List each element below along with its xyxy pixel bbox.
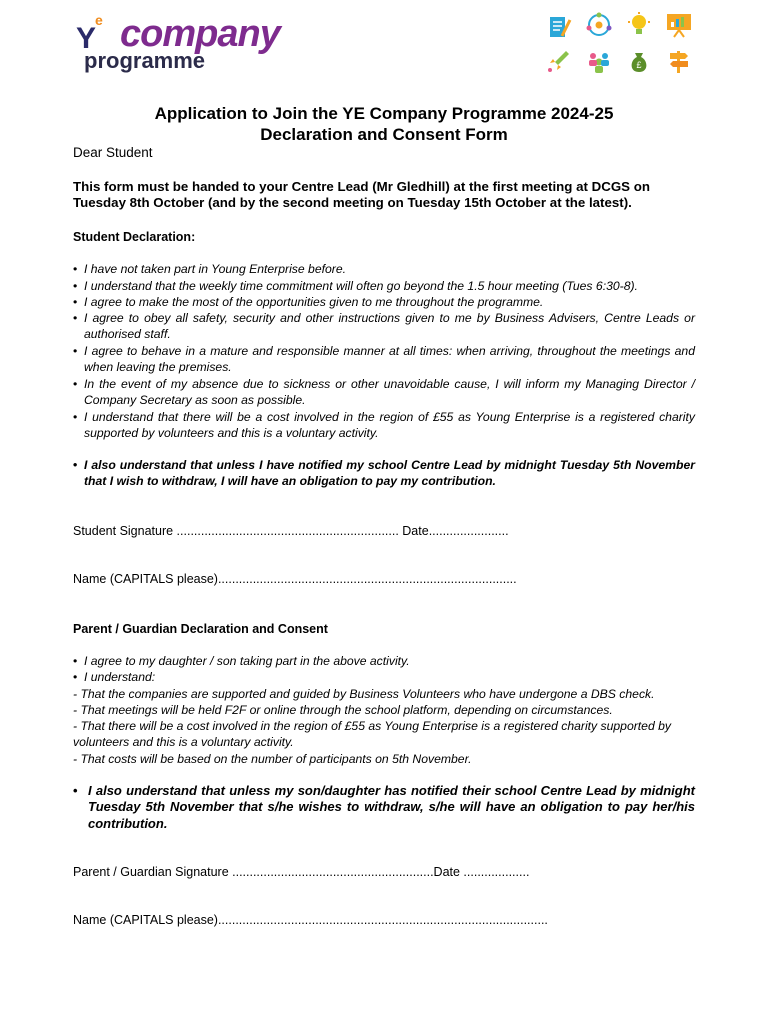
student-name-line[interactable]: Name (CAPITALS please)...................................................................................... — [73, 572, 517, 586]
student-bullet: • I agree to obey all safety, security and other instructions given to me by Business Advisers, Centre Leads or authorised staff. — [73, 311, 695, 342]
parent-bullet: • I understand: — [73, 670, 156, 684]
parent-understanding-item: - That there will be a cost involved in the region of £55 as Young Enterprise is a registered charity supported by volunteers and this is a voluntary activity. — [73, 719, 671, 750]
parent-bullet: • I agree to my daughter / son taking part in the above activity. — [73, 654, 410, 668]
parent-withdrawal-bullet: • I also understand that unless my son/daughter has notified their school Centre Lead by midnight Tuesday 5th November that s/he wishes to withdraw, s/he will have an obligation to pay her/his contribution. — [73, 783, 695, 831]
student-withdrawal-bullet: • I also understand that unless I have notified my school Centre Lead by midnight Tuesday 5th November that I wish to withdraw, I will have an obligation to pay my contribution. — [73, 458, 695, 489]
logo-company: company — [120, 13, 280, 55]
money-bag-icon — [626, 48, 652, 74]
student-bullet: • I understand that there will be a cost involved in the region of £55 as Young Enterprise is a registered charity supported by volunteers and this is a voluntary activity. — [73, 410, 695, 441]
student-bullet: • I agree to behave in a mature and responsible manner at all times: when arriving, throughout the meetings and when leaving the premises. — [73, 344, 695, 375]
parent-understanding-item: - That the companies are supported and guided by Business Volunteers who have undergone a DBS check. — [73, 687, 655, 701]
student-declaration-heading: Student Declaration: — [73, 230, 196, 244]
form-title: Application to Join the YE Company Programme 2024-25 — [154, 104, 614, 123]
logo-ye: $Y^e$ — [76, 12, 102, 55]
document-pencil-icon — [546, 14, 572, 40]
student-bullet: • I have not taken part in Young Enterprise before. — [73, 262, 346, 276]
ye-company-programme-logo — [74, 12, 280, 73]
student-bullet: • I understand that the weekly time commitment will often go beyond the 1.5 hour meeting (Tues 6:30-8). — [73, 279, 638, 293]
form-subtitle: Declaration and Consent Form — [260, 125, 508, 144]
logo-programme: programme — [84, 48, 206, 73]
lightbulb-icon — [626, 12, 652, 38]
presentation-chart-icon — [666, 12, 692, 38]
student-bullet: • In the event of my absence due to sickness or other unavoidable cause, I will inform my Managing Director / Company Secretary as soon as possible. — [73, 377, 695, 408]
parent-understanding-item: - That costs will be based on the number of participants on 5th November. — [73, 752, 472, 766]
signpost-icon — [666, 48, 692, 74]
parent-name-line[interactable]: Name (CAPITALS please)............................................................................................... — [73, 913, 548, 927]
network-icon — [586, 12, 612, 38]
parent-signature-line[interactable]: Parent / Guardian Signature ..........................................................Date ................... — [73, 865, 530, 879]
team-icon — [586, 48, 612, 74]
parent-declaration-heading: Parent / Guardian Declaration and Consent — [73, 622, 328, 636]
student-signature-line[interactable]: Student Signature ................................................................ Date....................... — [73, 524, 509, 538]
intro-instructions: This form must be handed to your Centre Lead (Mr Gledhill) at the first meeting at DCGS on Tuesday 8th October (and by the second meeting on Tuesday 15th October at the latest). — [73, 179, 650, 211]
header-icon-grid — [542, 12, 694, 76]
student-bullet: • I agree to make the most of the opportunities given to me throughout the programme. — [73, 295, 544, 309]
greeting: Dear Student — [73, 145, 153, 160]
svg-text:£: £ — [636, 60, 642, 70]
rocket-icon — [546, 48, 572, 74]
parent-understanding-item: - That meetings will be held F2F or online through the school platform, depending on circumstances. — [73, 703, 613, 717]
